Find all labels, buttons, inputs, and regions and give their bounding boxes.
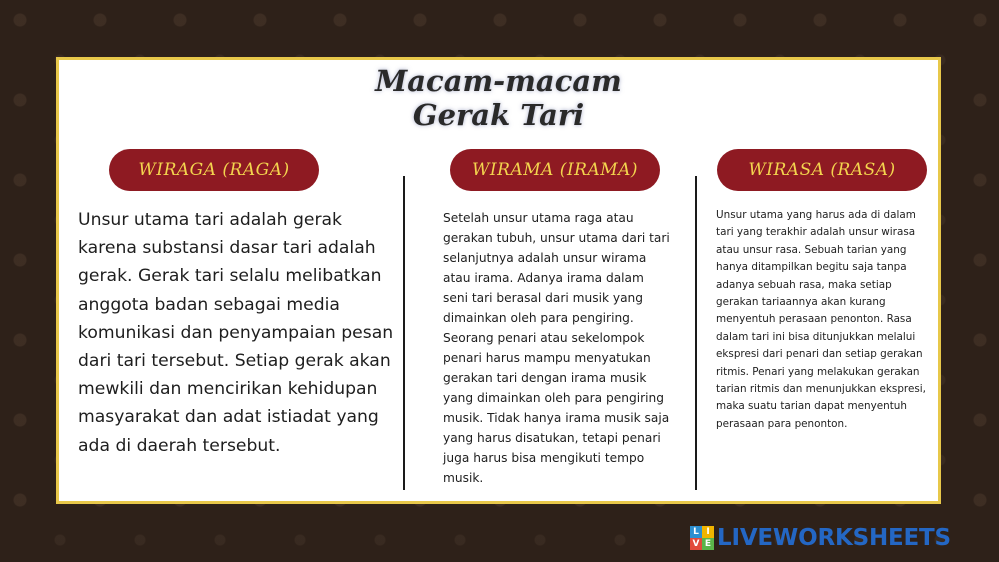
column-divider-2 xyxy=(695,176,697,490)
page-title xyxy=(59,64,938,132)
logo-letter-e: E xyxy=(702,538,714,550)
column-divider-1 xyxy=(403,176,405,490)
liveworksheets-brand[interactable] xyxy=(690,524,951,552)
logo-letter-i: I xyxy=(702,526,714,538)
liveworksheets-logo-icon xyxy=(690,526,714,550)
wirama-description: Setelah unsur utama raga atau gerakan tubuh, unsur utama dari tari selanjutnya adalah unsur wirama atau irama. Adanya irama dalam seni tari berasal dari musik yang dimainkan oleh para pengiring. Seorang penari atau sekelompok penari harus mampu menyatukan gerakan tari dengan irama musik yang dimainkan oleh para pengiring musik. Tidak hanya irama musik saja yang harus disatukan, tetapi penari juga harus bisa mengikuti tempo musik. xyxy=(443,211,670,485)
logo-letter-l: L xyxy=(690,526,702,538)
wiraga-description: Unsur utama tari adalah gerak karena substansi dasar tari adalah gerak. Gerak tari selalu melibatkan anggota badan sebagai media komunikasi dan penyampaian pesan dari tari tersebut. Setiap gerak akan mewkili dan mencirikan kehidupan masyarakat dan adat istiadat yang ada di daerah tersebut. xyxy=(78,210,394,456)
title-line-2: Gerak Tari xyxy=(412,98,585,132)
heading-wiraga: WIRAGA (RAGA) xyxy=(109,149,319,191)
content-card xyxy=(56,57,941,504)
brand-wordmark: LIVEWORKSHEETS xyxy=(717,525,951,551)
heading-wirasa: WIRASA (RASA) xyxy=(717,149,927,191)
wirasa-description: Unsur utama yang harus ada di dalam tari yang terakhir adalah unsur wirasa atau unsur rasa. Sebuah tarian yang hanya ditampilkan begitu saja tanpa adanya sebuah rasa, maka setiap gerakan tariaannya akan kurang menyentuh perasaan penonton. Rasa dalam tari ini bisa ditunjukkan melalui ekspresi dari penari dan setiap gerakan ritmis. Penari yang melakukan gerakan tarian ritmis dan menunjukkan ekspresi, maka suatu tarian dapat menyentuh perasaan para penonton. xyxy=(716,209,926,430)
heading-wirama: WIRAMA (IRAMA) xyxy=(450,149,660,191)
title-line-1: Macam-macam xyxy=(375,64,622,98)
logo-letter-v: V xyxy=(690,538,702,550)
